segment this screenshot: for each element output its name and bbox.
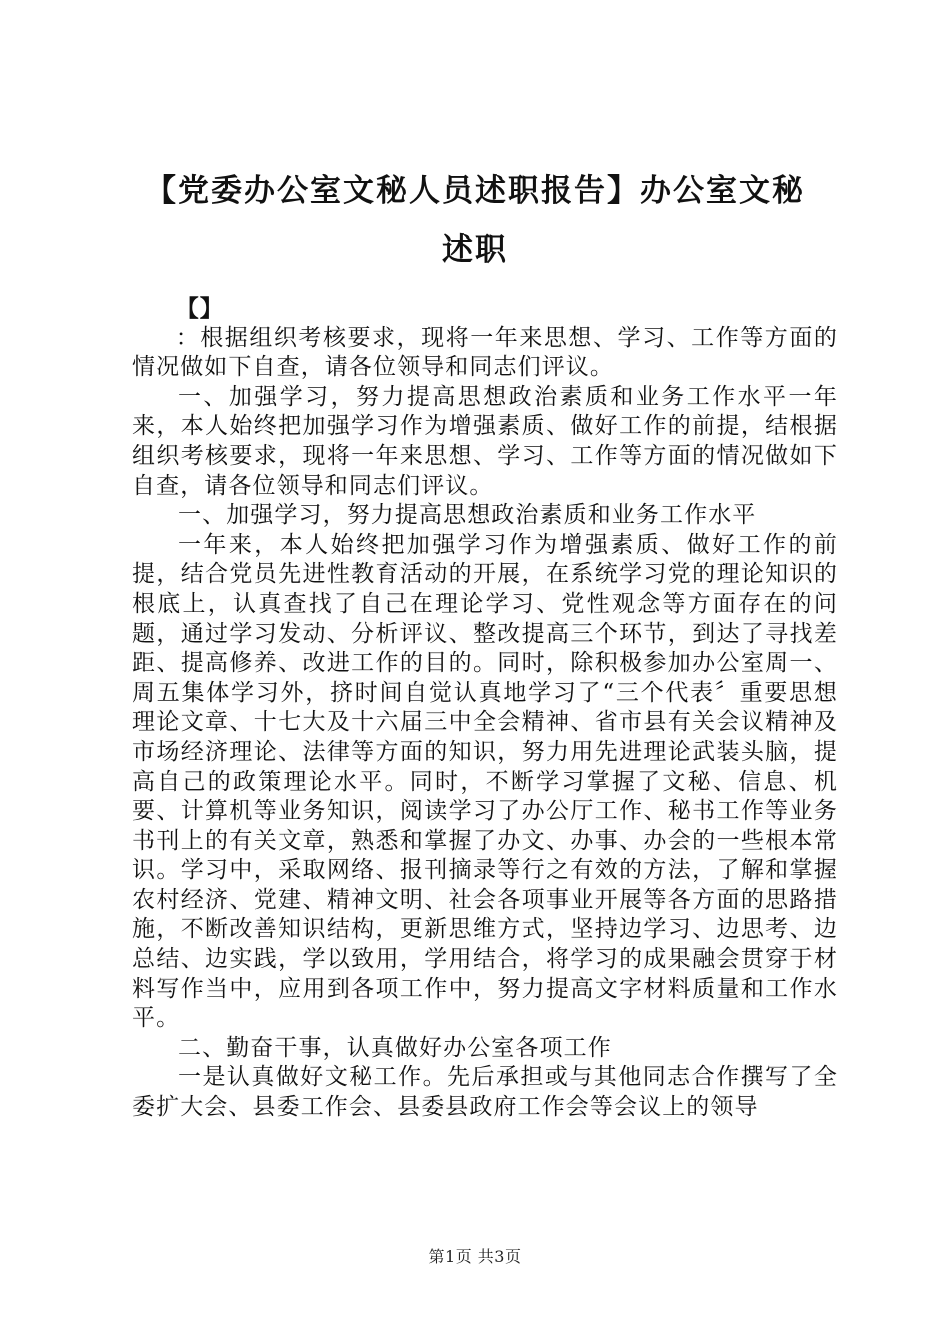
document-title-line-2: 述职 xyxy=(442,232,508,268)
document-title-line-1: 【党委办公室文秘人员述职报告】办公室文秘 xyxy=(145,173,805,209)
section-heading-2: 二、勤奋干事，认真做好办公室各项工作 xyxy=(178,1034,612,1061)
body-paragraph-intro: ：根据组织考核要求，现将一年来思想、学习、工作等方面的情况做如下自查，请各位领导和同志们评议。 xyxy=(132,324,838,381)
body-paragraph: 一是认真做好文秘工作。先后承担或与其他同志合作撰写了全委扩大会、县委工作会、县委县政府工作会等会议上的领导 xyxy=(132,1064,838,1121)
bracket-placeholder: 【】 xyxy=(175,295,224,322)
section-heading-1: 一、加强学习，努力提高思想政治素质和业务工作水平 xyxy=(178,502,757,529)
body-paragraph: 一、加强学习，努力提高思想政治素质和业务工作水平一年来，本人始终把加强学习作为增强素质、做好工作的前提，结根据组织考核要求，现将一年来思想、学习、工作等方面的情况做如下自查，请各位领导和同志们评议。 xyxy=(132,383,838,499)
body-paragraph: 一年来，本人始终把加强学习作为增强素质、做好工作的前提，结合党员先进性教育活动的开展，在系统学习党的理论知识的根底上，认真查找了自己在理论学习、党性观念等方面存在的问题，通过学习发动、分析评议、整改提高三个环节，到达了寻找差距、提高修养、改进工作的目的。同时，除积极参加办公室周一、周五集体学习外，挤时间自觉认真地学习了“三个代表〞重要思想理论文章、十七大及十六届三中全会精神、省市县有关会议精神及市场经济理论、法律等方面的知识，努力用先进理论武装头脑，提高自己的政策理论水平。同时，不断学习掌握了文秘、信息、机要、计算机等业务知识，阅读学习了办公厅工作、秘书工作等业务书刊上的有关文章，熟悉和掌握了办文、办事、办会的一些根本常识。学习中，采取网络、报刊摘录等行之有效的方法，了解和掌握农村经济、党建、精神文明、社会各项事业开展等各方面的思路措施，不断改善知识结构，更新思维方式，坚持边学习、边思考、边总结、边实践，学以致用，学用结合，将学习的成果融会贯穿于材料写作当中，应用到各项工作中，努力提高文字材料质量和工作水平。 xyxy=(132,531,838,1032)
document-body xyxy=(132,294,838,1123)
page-number-footer: 第1页 共3页 xyxy=(428,1247,522,1266)
